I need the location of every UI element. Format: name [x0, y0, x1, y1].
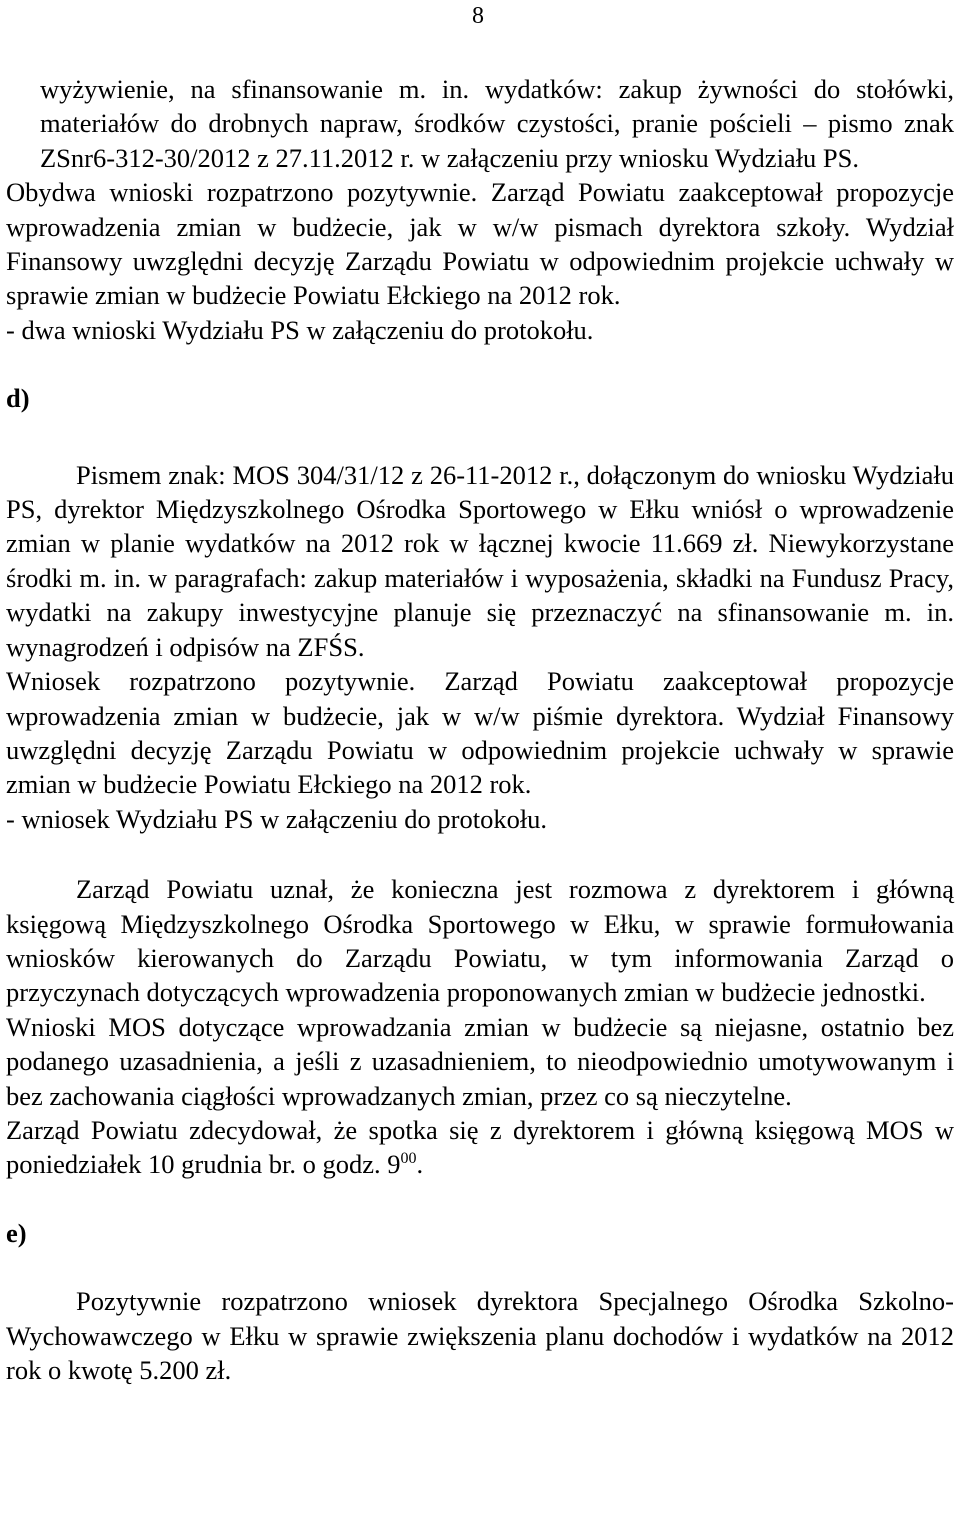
meeting-end-punct: .	[416, 1149, 424, 1180]
page-number: 8	[472, 3, 484, 29]
document-body	[6, 72, 954, 1387]
section-d-heading: d)	[6, 383, 30, 414]
paragraph-meeting	[6, 1113, 954, 1182]
paragraph-mos-request: Pismem znak: MOS 304/31/12 z 26-11-2012 r., dołączonym do wniosku Wydziału PS, dyrektor Międzyszkolnego Ośrodka Sportowego w Ełku wniósł o wprowadzenie zmian w planie wydatków na 2012 rok w łącznej kwocie 11.669 zł. Niewykorzystane środki m. in. w paragrafach: zakup materiałów i wyposażenia, składki na Fundusz Pracy, wydatki na zakupy inwestycyjne planuje się przeznaczyć na sfinansowanie m. in. wynagrodzeń i odpisów na ZFŚS.	[6, 459, 954, 662]
paragraph-sosw-request: Pozytywnie rozpatrzono wniosek dyrektora Specjalnego Ośrodka Szkolno-Wychowawczego w Ełku w sprawie zwiększenia planu dochodów i wydatków na 2012 rok o kwotę 5.200 zł.	[6, 1286, 954, 1385]
paragraph-continuation: wyżywienie, na sfinansowanie m. in. wydatków: zakup żywności do stołówki, materiałów do drobnych napraw, środków czystości, pranie pościeli – pismo znak ZSnr6-312-30/2012 z 27.11.2012 r. w załączeniu przy wniosku Wydziału PS.	[40, 74, 954, 173]
paragraph-mos-criticism: Wnioski MOS dotyczące wprowadzania zmian w budżecie są niejasne, ostatnio bez podanego uzasadnienia, a jeśli z uzasadnieniem, to nieodpowiednio umotywowanym i bez zachowania ciągłości wprowadzanych zmian, przez co są nieczytelne.	[6, 1011, 954, 1111]
paragraph-board-opinion: Zarząd Powiatu uznał, że konieczna jest rozmowa z dyrektorem i główną księgową Międzyszkolnego Ośrodka Sportowego w Ełku, w sprawie formułowania wniosków kierowanych do Zarządu Powiatu, w tym informowania Zarząd o przyczynach dotyczących wprowadzenia proponowanych zmian w budżecie jednostki.	[6, 874, 954, 1008]
paragraph-mos-attachment-note: - wniosek Wydziału PS w załączeniu do protokołu.	[6, 803, 548, 834]
paragraph-attachment-note: - dwa wnioski Wydziału PS w załączeniu do protokołu.	[6, 314, 594, 345]
meeting-time-minutes: 00	[400, 1150, 417, 1168]
meeting-text: Zarząd Powiatu zdecydował, że spotka się z dyrektorem i główną księgową MOS w poniedziałek 10 grudnia br. o godz. 9	[6, 1114, 954, 1180]
section-e-heading: e)	[6, 1217, 27, 1248]
paragraph-mos-decision: Wniosek rozpatrzono pozytywnie. Zarząd Powiatu zaakceptował propozycje wprowadzenia zmian w budżecie, jak w w/w piśmie dyrektora. Wydział Finansowy uwzględni decyzję Zarządu Powiatu w odpowiednim projekcie uchwały w sprawie zmian w budżecie Powiatu Ełckiego na 2012 rok.	[6, 666, 954, 800]
paragraph-decision: Obydwa wnioski rozpatrzono pozytywnie. Zarząd Powiatu zaakceptował propozycje wprowadzenia zmian w budżecie, jak w w/w pismach dyrektora szkoły. Wydział Finansowy uwzględni decyzję Zarządu Powiatu w odpowiednim projekcie uchwały w sprawie zmian w budżecie Powiatu Ełckiego na 2012 rok.	[6, 177, 954, 311]
